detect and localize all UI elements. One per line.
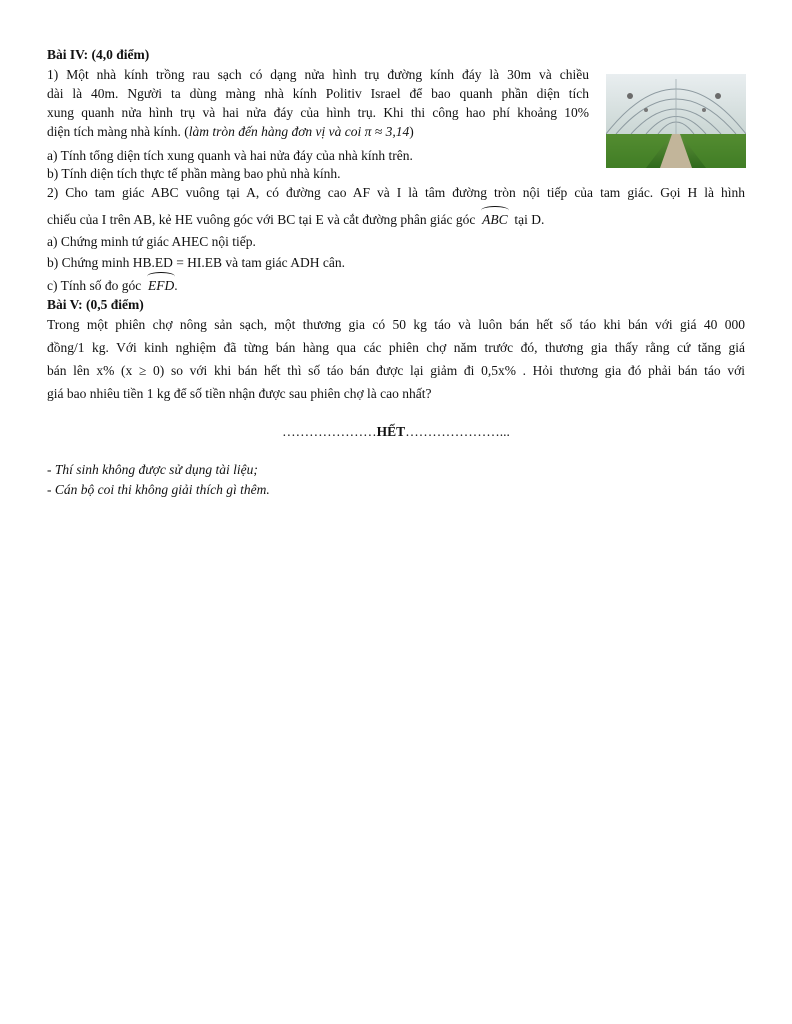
problem-2-line-2-text: chiếu của I trên AB, kẻ HE vuông góc với BC tại E và cắt đường phân giác góc [47, 212, 476, 227]
problem-1-line-3: xung quanh nửa hình trụ và hai nửa đáy của hình trụ. Khi thi công hao phí khoảng 10% [47, 105, 589, 120]
problem-2-c-period: . [174, 278, 178, 293]
note-2: - Cán bộ coi thi không giải thích gì thêm. [47, 482, 270, 497]
section-v-line-3: bán lên x% (x ≥ 0) so với khi bán hết thì số táo bán được lại giảm đi 0,5x% . Hỏi thương gia đó phải bán táo với [47, 363, 745, 378]
angle-efd: EFD [148, 278, 175, 293]
question-b: b) Tính diện tích thực tế phần màng bao phủ nhà kính. [47, 166, 341, 181]
greenhouse-photo [606, 74, 746, 168]
rounding-note: làm tròn đến hàng đơn vị và coi π ≈ 3,14 [188, 124, 410, 139]
section-v-line-2: đồng/1 kg. Với kinh nghiệm đã từng bán hàng qua các phiên chợ năm trước đó, thương gia thấy rằng cứ tăng giá [47, 340, 745, 355]
end-dots-right: …………………... [405, 424, 510, 439]
end-label: HẾT [376, 424, 406, 439]
section-v-line-1: Trong một phiên chợ nông sản sạch, một thương gia có 50 kg táo và luôn bán hết số táo khi bán với giá 40 000 [47, 317, 745, 332]
note-1: - Thí sinh không được sử dụng tài liệu; [47, 462, 258, 477]
angle-abc: ABC [482, 212, 508, 227]
problem-2-c [47, 277, 178, 295]
question-a: a) Tính tổng diện tích xung quanh và hai nửa đáy của nhà kính trên. [47, 148, 413, 163]
section-v-line-4: giá bao nhiêu tiền 1 kg để số tiền nhận được sau phiên chợ là cao nhất? [47, 386, 432, 401]
rounding-note-close: ) [409, 124, 414, 139]
problem-1-line-1: 1) Một nhà kính trồng rau sạch có dạng nửa hình trụ đường kính đáy là 30m và chiều [47, 67, 589, 82]
end-dots-left: ………………… [282, 424, 377, 439]
section-iv-heading: Bài IV: (4,0 điểm) [47, 47, 150, 62]
problem-2-line-1: 2) Cho tam giác ABC vuông tại A, có đường cao AF và I là tâm đường tròn nội tiếp của tam giác. Gọi H là hình [47, 185, 745, 200]
problem-1-line-4 [47, 123, 414, 141]
problem-2-b: b) Chứng minh HB.ED = HI.EB và tam giác ADH cân. [47, 255, 346, 270]
problem-2-a: a) Chứng minh tứ giác AHEC nội tiếp. [47, 234, 256, 249]
section-v-heading: Bài V: (0,5 điểm) [47, 297, 144, 312]
problem-2-c-text: c) Tính số đo góc [47, 278, 142, 293]
problem-1-line-4-text: diện tích màng nhà kính. ( [47, 124, 189, 139]
problem-2-line-2 [47, 211, 544, 229]
problem-1-line-2: dài là 40m. Người ta dùng màng nhà kính Politiv Israel để bao quanh phần diện tích [47, 86, 589, 101]
problem-2-line-2-end: tại D. [514, 212, 545, 227]
end-marker [47, 424, 745, 440]
